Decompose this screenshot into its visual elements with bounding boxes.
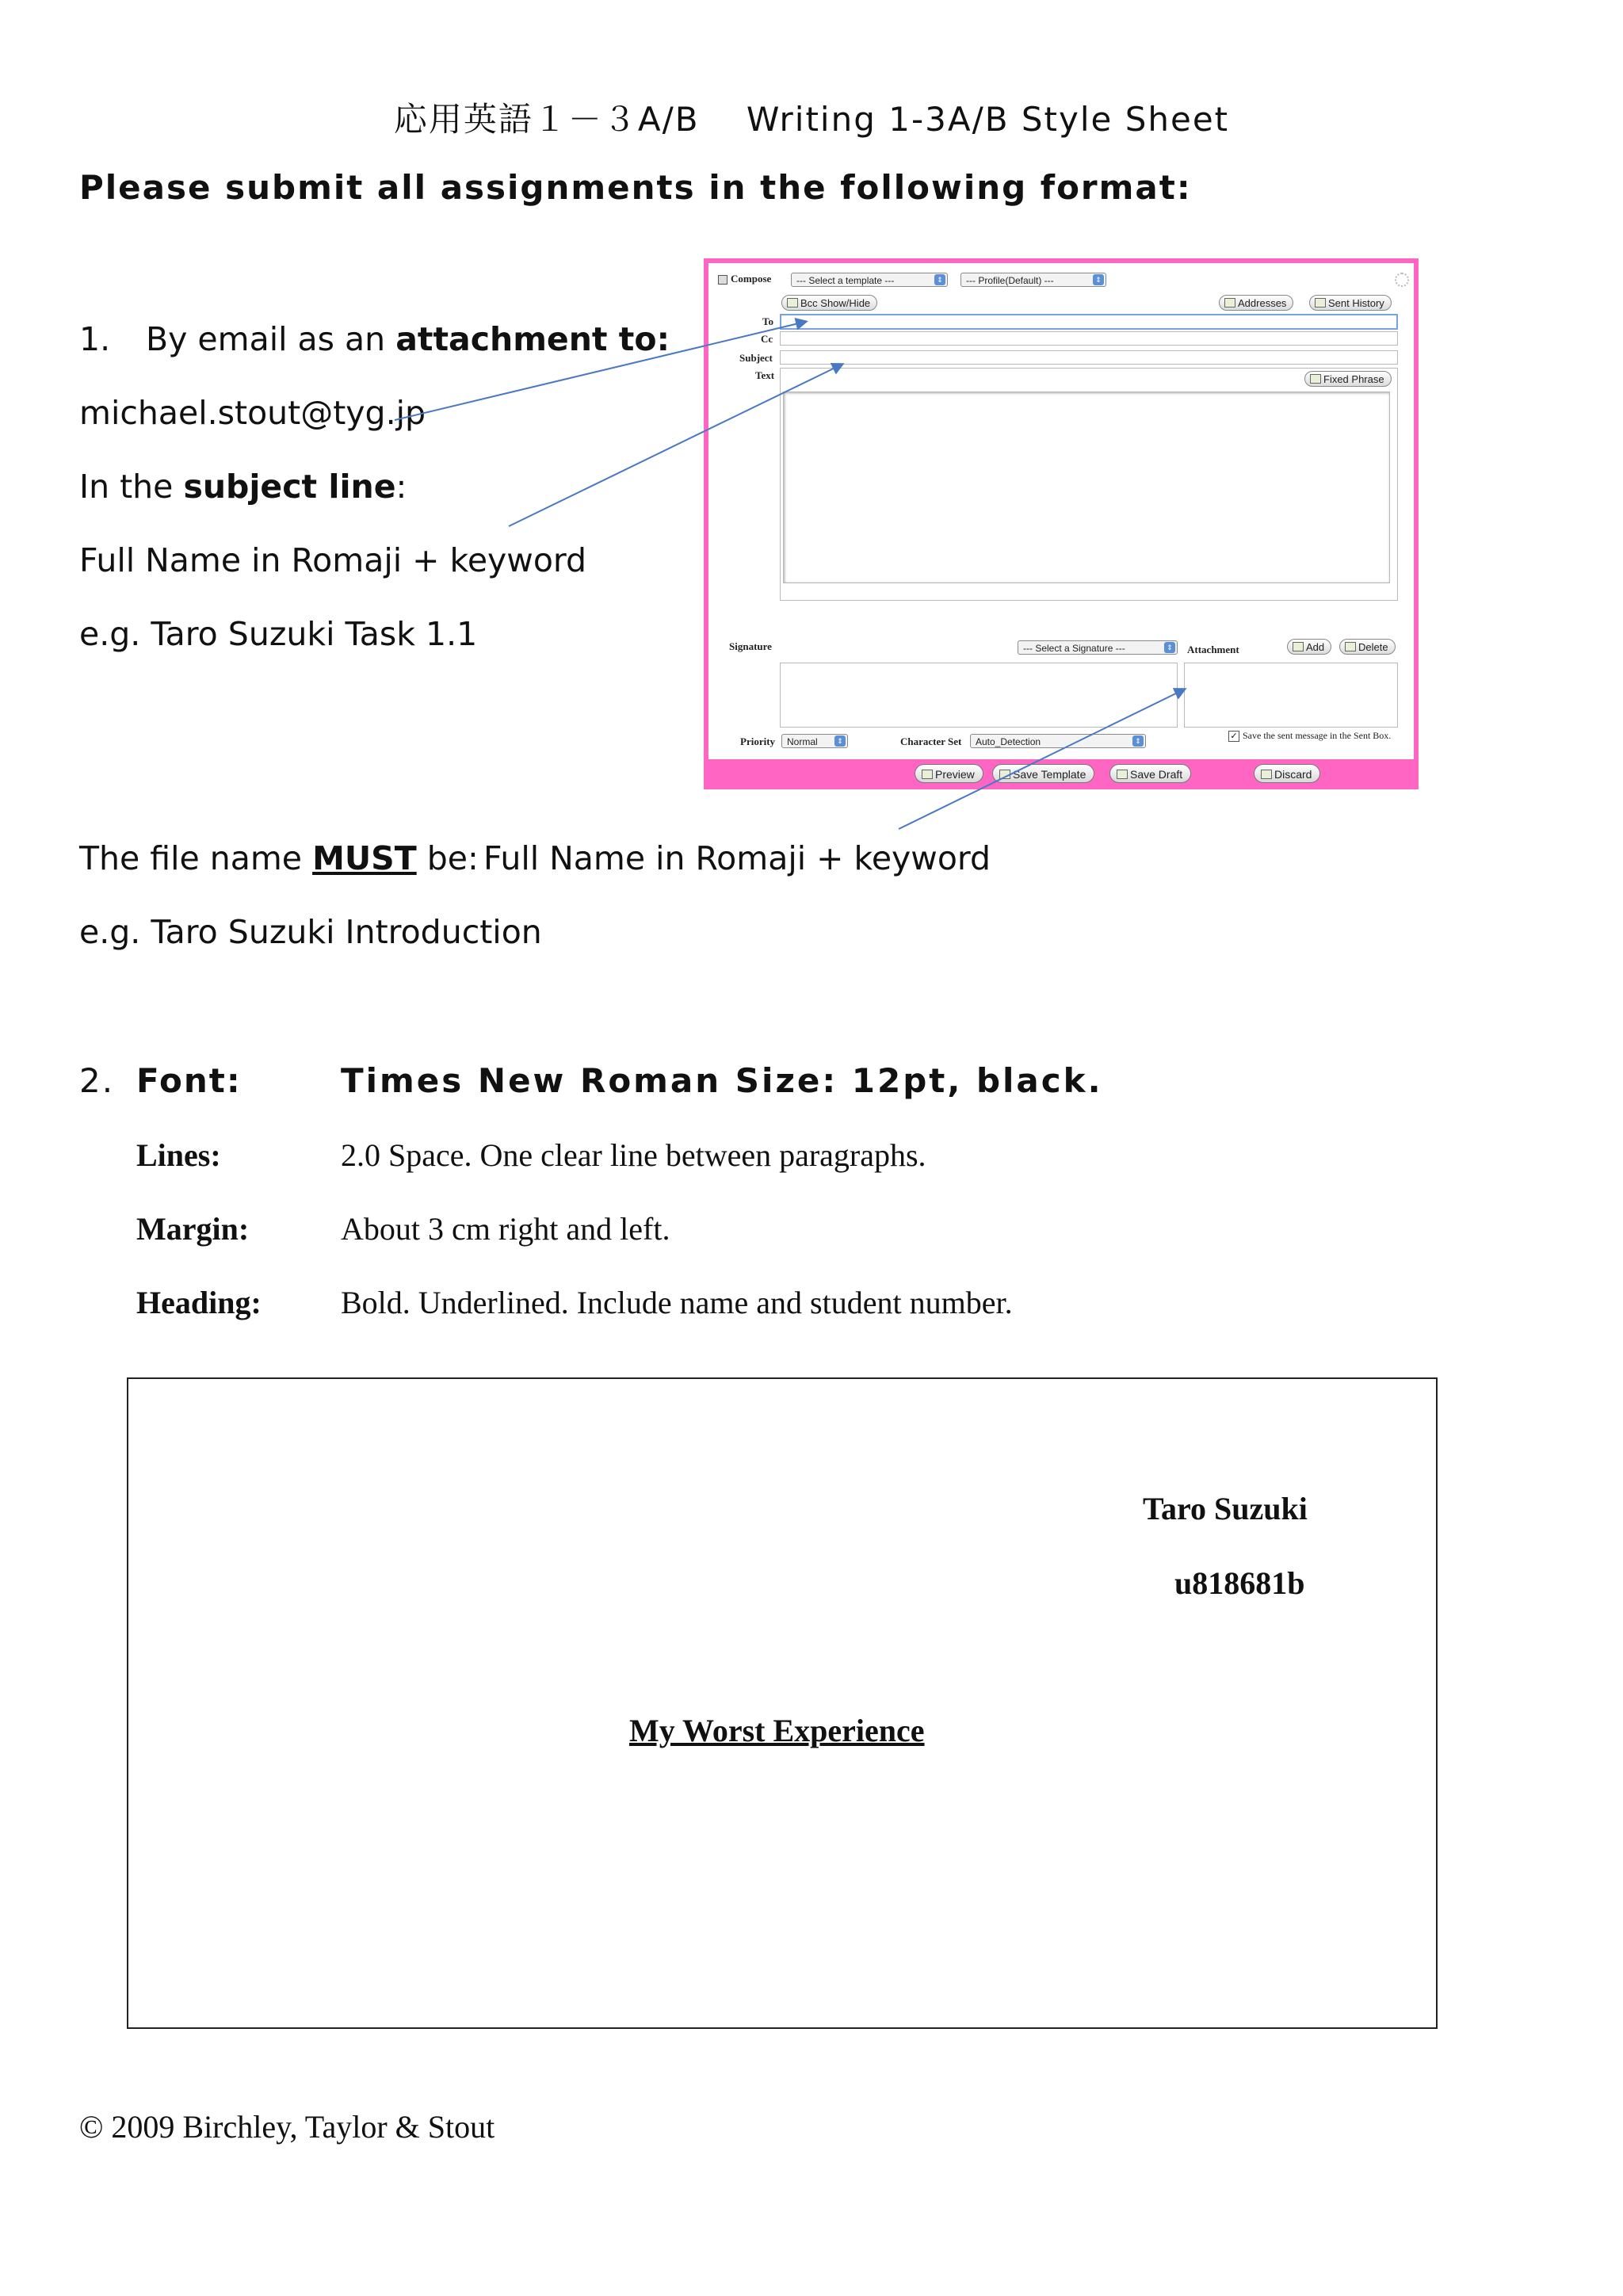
select-arrow-icon: ⇕ — [1164, 642, 1175, 653]
select-arrow-icon: ⇕ — [1132, 735, 1144, 747]
add-label: Add — [1306, 641, 1325, 653]
charset-label: Character Set — [900, 735, 962, 747]
font-label: Font: — [136, 1061, 242, 1100]
file-suffix: be: — [416, 839, 479, 877]
sent-history-label: Sent History — [1328, 297, 1384, 309]
save-template-label: Save Template — [1013, 768, 1086, 781]
subject-example: e.g. Taro Suzuki Task 1.1 — [79, 615, 478, 653]
bcc-label: Bcc Show/Hide — [800, 297, 871, 309]
delete-label: Delete — [1358, 641, 1388, 653]
sample-name: Taro Suzuki — [1143, 1491, 1308, 1526]
to-label: To — [762, 315, 773, 327]
save-draft-label: Save Draft — [1130, 768, 1183, 781]
heading-label: Heading: — [136, 1285, 262, 1320]
preview-label: Preview — [935, 768, 975, 781]
attachment-label: Attachment — [1187, 644, 1239, 655]
heading-value: Bold. Underlined. Include name and student number. — [341, 1285, 1013, 1320]
file-example: e.g. Taro Suzuki Introduction — [79, 913, 542, 951]
arrow-email-to-field — [395, 322, 805, 420]
discard-label: Discard — [1274, 768, 1312, 781]
subject-prefix: In the — [79, 468, 184, 506]
save-sent-checkbox[interactable]: ✓ — [1228, 731, 1239, 742]
section2-number: 2. — [79, 1061, 115, 1100]
copyright: © 2009 Birchley, Taylor & Stout — [79, 2109, 495, 2145]
sample-student-number: u818681b — [1174, 1565, 1305, 1601]
file-must: MUST — [312, 839, 417, 877]
sample-heading-box — [127, 1377, 1438, 2029]
email-address: michael.stout@tyg.jp — [79, 394, 426, 432]
font-value: Times New Roman Size: 12pt, black. — [341, 1061, 1103, 1100]
signature-label: Signature — [729, 640, 772, 652]
arrow-subject-to-field — [509, 365, 842, 526]
select-arrow-icon: ⇕ — [1093, 274, 1104, 285]
select-arrow-icon: ⇕ — [834, 735, 846, 747]
cc-label: Cc — [761, 333, 773, 345]
profile-select-value: --- Profile(Default) --- — [966, 275, 1054, 286]
subject-bold: subject line — [183, 468, 396, 506]
page-title: 応用英語１－３A/B Writing 1-3A/B Style Sheet — [393, 100, 1230, 139]
compose-label: Compose — [731, 273, 772, 285]
page-subheading: Please submit all assignments in the following format: — [79, 168, 1192, 207]
select-arrow-icon: ⇕ — [934, 274, 945, 285]
signature-select-value: --- Select a Signature --- — [1023, 643, 1125, 654]
section1-intro-bold: attachment to: — [395, 320, 670, 358]
text-label: Text — [755, 369, 775, 381]
addresses-label: Addresses — [1238, 297, 1287, 309]
subject-format: Full Name in Romaji + keyword — [79, 541, 587, 579]
fixed-phrase-label: Fixed Phrase — [1323, 373, 1384, 385]
template-select-value: --- Select a template --- — [796, 275, 895, 286]
charset-select-value: Auto_Detection — [976, 736, 1041, 747]
subject-label: Subject — [739, 352, 773, 364]
subject-suffix: : — [395, 468, 407, 506]
save-sent-label: Save the sent message in the Sent Box. — [1243, 730, 1392, 741]
file-prefix: The file name — [79, 839, 313, 877]
lines-label: Lines: — [136, 1137, 221, 1173]
arrow-file-to-attachment — [899, 690, 1184, 829]
priority-select-value: Normal — [787, 736, 818, 747]
section1-number: 1. — [79, 320, 111, 358]
priority-label: Priority — [740, 735, 776, 747]
sample-essay-title: My Worst Experience — [629, 1713, 925, 1748]
file-format: Full Name in Romaji + keyword — [483, 839, 991, 877]
margin-value: About 3 cm right and left. — [341, 1211, 670, 1247]
margin-label: Margin: — [136, 1211, 250, 1247]
file-name-instruction — [79, 839, 479, 877]
lines-value: 2.0 Space. One clear line between paragraphs. — [341, 1137, 926, 1173]
section1-intro-prefix: By email as an — [146, 320, 396, 358]
